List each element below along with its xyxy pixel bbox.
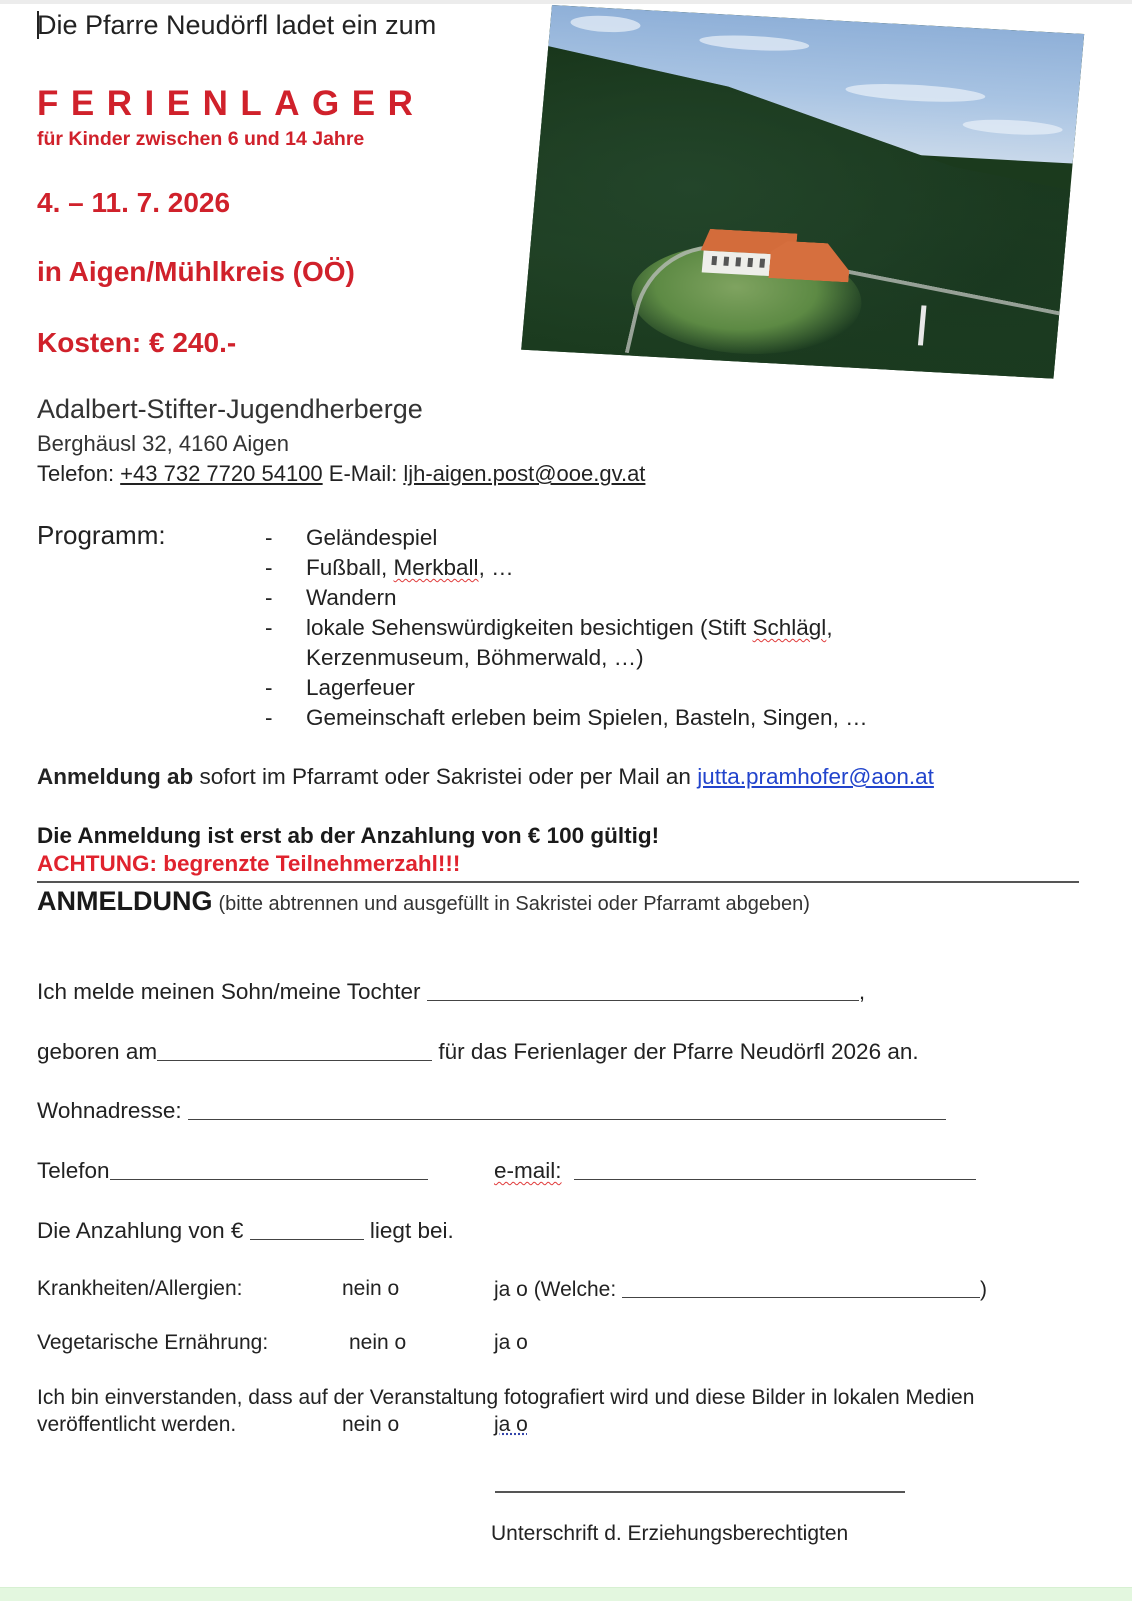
phone-label: Telefon	[37, 1158, 110, 1183]
roof	[768, 240, 851, 282]
form-title: ANMELDUNG	[37, 886, 213, 916]
program-item-text	[306, 553, 514, 583]
program-item-text: Wandern	[306, 585, 397, 610]
address-row	[37, 1098, 946, 1124]
text: , …	[478, 555, 514, 580]
window	[759, 259, 765, 268]
deposit-suffix: liegt bei.	[363, 1218, 454, 1243]
phone-link[interactable]: +43 732 7720 54100	[120, 461, 323, 486]
email-label: e-mail:	[494, 1158, 562, 1183]
email-label: E-Mail:	[322, 461, 404, 486]
venue-name: Adalbert-Stifter-Jugendherberge	[37, 394, 423, 424]
bottom-strip	[0, 1587, 1132, 1601]
intro-label: Die Pfarre Neudörfl ladet ein zum	[37, 10, 437, 40]
cut-line-divider	[37, 881, 1079, 883]
deposit-amount-field[interactable]	[250, 1219, 364, 1240]
vegetarian-no-option[interactable]: nein o	[349, 1331, 407, 1354]
text: , Kerzenmuseum, Böhmerwald, …)	[306, 615, 833, 670]
form-instructions: (bitte abtrennen und ausgefüllt in Sakristei oder Pfarramt abgeben)	[218, 893, 810, 915]
bullet: -	[265, 525, 273, 550]
birthdate-row	[37, 1039, 919, 1065]
program-item	[265, 553, 946, 583]
window	[747, 258, 753, 267]
phone-label: Telefon:	[37, 461, 121, 486]
email-row	[494, 1158, 976, 1184]
deposit-row	[37, 1218, 454, 1244]
venue-email-link[interactable]: ljh-aigen.post@ooe.gv.at	[403, 461, 646, 486]
email-field[interactable]	[574, 1159, 976, 1180]
program-item	[265, 673, 946, 703]
bullet: -	[265, 615, 273, 640]
program-item-text: Geländespiel	[306, 525, 438, 550]
limited-places-warning: ACHTUNG: begrenzte Teilnehmerzahl!!!	[37, 851, 461, 876]
paren: )	[980, 1278, 988, 1301]
event-subtitle: für Kinder zwischen 6 und 14 Jahre	[37, 128, 365, 150]
birthdate-suffix: für das Ferienlager der Pfarre Neudörfl 2026 an.	[432, 1039, 919, 1064]
illness-details-field[interactable]	[622, 1277, 980, 1298]
program-item-text: Gemeinschaft erleben beim Spielen, Basteln, Singen, …	[306, 705, 868, 730]
photo-consent-text: Ich bin einverstanden, dass auf der Veranstaltung fotografiert wird und diese Bilder in lokalen Medien	[37, 1386, 975, 1409]
registration-text: sofort im Pfarramt oder Sakristei oder per Mail an	[193, 764, 698, 789]
phone-row	[37, 1158, 428, 1184]
venue-address: Berghäusl 32, 4160 Aigen	[37, 431, 289, 456]
program-label: Programm:	[37, 520, 166, 550]
registration-lead: Anmeldung ab	[37, 764, 194, 789]
event-costs: Kosten: € 240.-	[37, 327, 237, 358]
hostel-building	[698, 228, 853, 291]
hostel-aerial-photo	[521, 5, 1084, 379]
registration-email-link[interactable]: jutta.pramhofer@aon.at	[697, 764, 934, 789]
program-item	[265, 583, 946, 613]
program-item	[265, 613, 946, 673]
form-heading	[37, 886, 810, 917]
vegetarian-yes-option[interactable]: ja o	[494, 1331, 528, 1354]
text: Fußball,	[306, 555, 394, 580]
window	[711, 256, 717, 265]
photo-consent-text-2: veröffentlicht werden.	[37, 1413, 237, 1436]
bullet: -	[265, 585, 273, 610]
illness-no-option[interactable]: nein o	[342, 1277, 400, 1300]
vegetarian-label: Vegetarische Ernährung:	[37, 1331, 269, 1354]
bullet: -	[265, 555, 273, 580]
birthdate-field[interactable]	[157, 1040, 432, 1061]
venue-contact	[37, 461, 645, 487]
program-item-text	[306, 613, 946, 673]
deposit-note: Die Anmeldung ist erst ab der Anzahlung von € 100 gültig!	[37, 823, 660, 848]
address-field[interactable]	[188, 1099, 946, 1120]
event-dates: 4. – 11. 7. 2026	[37, 187, 231, 218]
child-name-row	[37, 979, 865, 1005]
program-item	[265, 703, 946, 733]
registration-info	[37, 764, 934, 790]
window	[723, 257, 729, 266]
illness-yes-option[interactable]: ja o (Welche:	[494, 1278, 617, 1301]
window	[735, 257, 741, 266]
spellcheck-word: Schlägl	[752, 615, 827, 640]
child-name-field[interactable]	[427, 980, 859, 1001]
birthdate-label: geboren am	[37, 1039, 158, 1064]
spellcheck-word: Merkball	[393, 555, 479, 580]
event-title: FERIENLAGER	[37, 84, 426, 123]
program-list	[265, 523, 946, 733]
program-item-text: Lagerfeuer	[306, 675, 415, 700]
text: lokale Sehenswürdigkeiten besichtigen (Stift	[306, 615, 753, 640]
event-location: in Aigen/Mühlkreis (OÖ)	[37, 256, 355, 287]
bullet: -	[265, 705, 273, 730]
program-item	[265, 523, 946, 553]
address-label: Wohnadresse:	[37, 1098, 182, 1123]
signature-field[interactable]	[495, 1491, 905, 1493]
intro-text	[37, 10, 436, 41]
photo-consent-yes-option[interactable]: ja o	[494, 1413, 528, 1436]
deposit-label: Die Anzahlung von €	[37, 1218, 244, 1243]
photo-consent-no-option[interactable]: nein o	[342, 1413, 400, 1436]
child-name-label: Ich melde meinen Sohn/meine Tochter	[37, 979, 421, 1004]
signature-label: Unterschrift d. Erziehungsberechtigten	[491, 1522, 849, 1545]
phone-field[interactable]	[110, 1159, 428, 1180]
illness-yes-row	[494, 1277, 987, 1302]
bullet: -	[265, 675, 273, 700]
illness-label: Krankheiten/Allergien:	[37, 1277, 243, 1300]
comma: ,	[858, 979, 866, 1004]
